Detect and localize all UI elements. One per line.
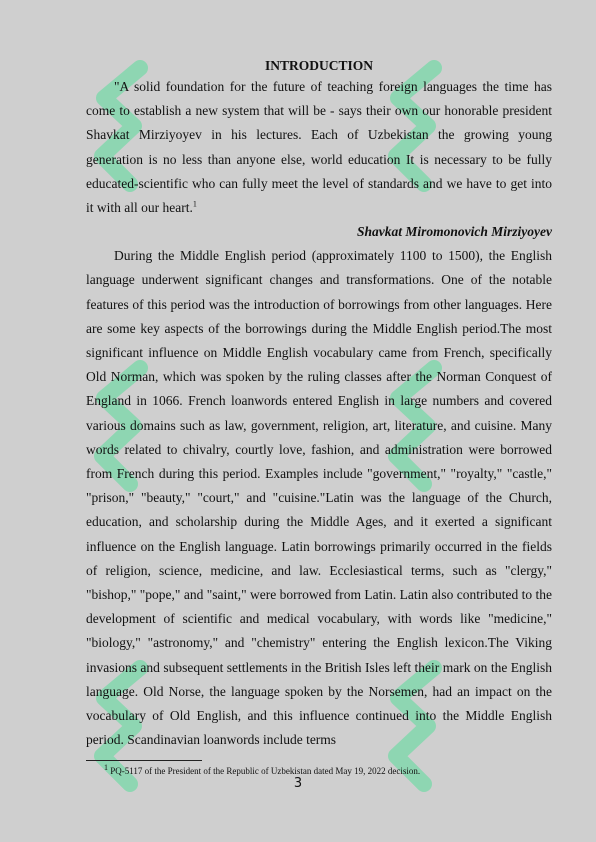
quote-author: Shavkat Miromonovich Mirziyoyev bbox=[357, 224, 552, 240]
footnote-text: PQ-5117 of the President of the Republic of Uzbekistan dated May 19, 2022 decision. bbox=[110, 766, 421, 776]
quote-paragraph bbox=[86, 75, 552, 220]
body-paragraph: During the Middle English period (approximately 1100 to 1500), the English language underwent significant changes and transformations. One of the notable features of this period was the introduction of borrowings from other languages. Here are some key aspects of the borrowings during the Middle English period.The most significant influence on Middle English vocabulary came from French, specifically Old Norman, which was spoken by the ruling classes after the Norman Conquest of England in 1066. French loanwords entered English in large numbers and covered various domains such as law, government, religion, art, literature, and cuisine. Many words related to chivalry, courtly love, fashion, and administration were borrowed from French during this period. Examples include "government," "royalty," "castle," "prison," "beauty," "court," and "cuisine."Latin was the language of the Church, education, and scholarship during the Middle Ages, and it exerted a significant influence on the English language. Latin borrowings primarily occurred in the fields of religion, science, medicine, and law. Ecclesiastical terms, such as "clergy," "bishop," "pope," and "saint," were borrowed from Latin. Latin also contributed to the development of scientific and medical vocabulary, with words like "medicine," "biology," "astronomy," and "chemistry" entering the English lexicon.The Viking invasions and subsequent settlements in the British Isles left their mark on the English language. Old Norse, the language spoken by the Norsemen, had an impact on the vocabulary of Old English, and this influence continued into the Middle English period. Scandinavian loanwords include terms bbox=[86, 248, 552, 748]
page-title: INTRODUCTION bbox=[264, 58, 373, 73]
page-number: 3 bbox=[293, 776, 303, 791]
footnote-number: 1 bbox=[104, 763, 108, 772]
footnote-divider bbox=[86, 760, 202, 761]
page-content bbox=[86, 56, 552, 752]
quote-text: "A solid foundation for the future of teaching foreign languages the time has come to establish a new system that will be - says their own our honorable president Shavkat Mirziyoyev in his lectures. Each of Uzbekistan the growing young generation is no less than anyone else, world education It is necessary to be fully educated-scientific who can fully meet the level of standards and we have to get into it with all our heart. bbox=[86, 79, 552, 216]
footnote-reference[interactable]: 1 bbox=[192, 199, 197, 209]
